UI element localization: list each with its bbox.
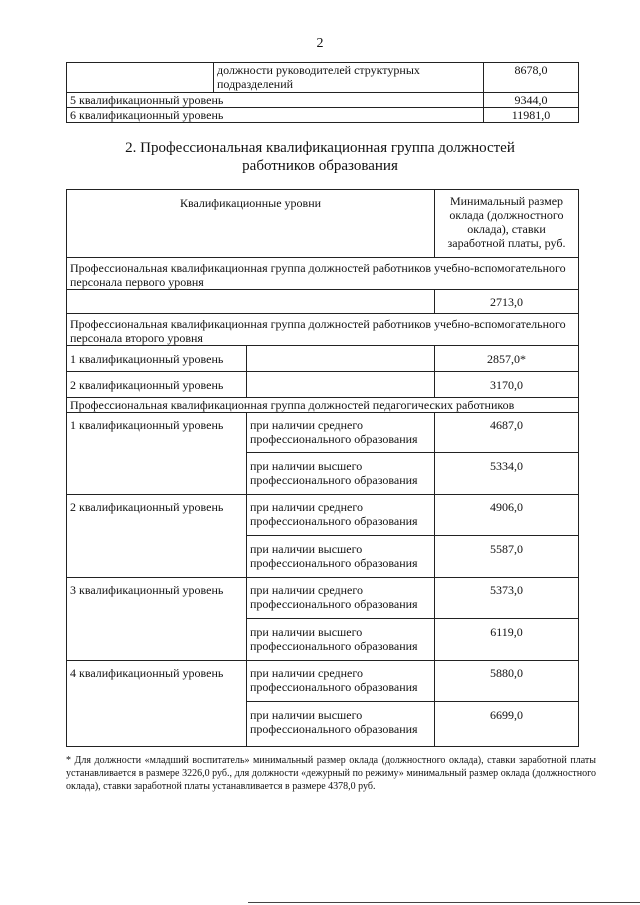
salary-value: 4906,0 [435, 495, 579, 536]
page-number: 2 [316, 36, 324, 51]
salary-value: 4687,0 [435, 413, 579, 453]
salary-value: 5587,0 [435, 536, 579, 578]
salary-value: 2713,0 [435, 290, 579, 314]
salary-value: 5880,0 [435, 661, 579, 702]
group-title: Профессиональная квалификационная группа должностей педагогических работников [67, 398, 579, 413]
header-salary: Минимальный размер оклада (должностного оклада), ставки заработной платы, руб. [435, 190, 579, 258]
education-condition: при наличии среднего профессионального образования [247, 661, 435, 702]
footnote: * Для должности «младший воспитатель» минимальный размер оклада (должностного оклада), ставки заработной платы устанавливается в размере 3226,0 руб., для должности «дежурный по режиму» минимальный размер оклада (должностного оклада), ставки заработной платы устанавливается в размере 4378,0 руб. [66, 755, 596, 792]
top-table-position-text: должности руководителей структурных подразделений [214, 63, 484, 93]
education-condition: при наличии среднего профессионального образования [247, 495, 435, 536]
salary-table [66, 189, 579, 747]
education-condition: при наличии высшего профессионального образования [247, 702, 435, 747]
empty-cell [67, 290, 435, 314]
salary-value: 3170,0 [435, 372, 579, 398]
education-condition: при наличии среднего профессионального образования [247, 413, 435, 453]
salary-value: 6119,0 [435, 619, 579, 661]
top-table-value: 11981,0 [484, 108, 579, 123]
salary-value: 6699,0 [435, 702, 579, 747]
top-table-empty-cell [67, 63, 214, 93]
header-levels: Квалификационные уровни [67, 190, 435, 258]
group-title: Профессиональная квалификационная группа должностей работников учебно-вспомогательного персонала первого уровня [67, 258, 579, 290]
empty-cell [247, 372, 435, 398]
top-table-value: 9344,0 [484, 93, 579, 108]
group-title: Профессиональная квалификационная группа должностей работников учебно-вспомогательного персонала второго уровня [67, 314, 579, 346]
level-label: 3 квалификационный уровень [67, 578, 247, 661]
section-title-text: 2. Профессиональная квалификационная группа должностей работников образования [125, 140, 515, 174]
section-title [0, 139, 640, 175]
salary-value: 2857,0* [435, 346, 579, 372]
level-label: 4 квалификационный уровень [67, 661, 247, 747]
top-table-value: 8678,0 [484, 63, 579, 93]
salary-value: 5373,0 [435, 578, 579, 619]
education-condition: при наличии высшего профессионального образования [247, 619, 435, 661]
salary-value: 5334,0 [435, 453, 579, 495]
top-table-level-label: 5 квалификационный уровень [67, 93, 484, 108]
bottom-rule [248, 902, 640, 903]
top-table [66, 62, 579, 123]
education-condition: при наличии высшего профессионального образования [247, 453, 435, 495]
education-condition: при наличии среднего профессионального образования [247, 578, 435, 619]
level-label: 2 квалификационный уровень [67, 495, 247, 578]
top-table-level-label: 6 квалификационный уровень [67, 108, 484, 123]
level-label: 2 квалификационный уровень [67, 372, 247, 398]
level-label: 1 квалификационный уровень [67, 346, 247, 372]
education-condition: при наличии высшего профессионального образования [247, 536, 435, 578]
level-label: 1 квалификационный уровень [67, 413, 247, 495]
empty-cell [247, 346, 435, 372]
